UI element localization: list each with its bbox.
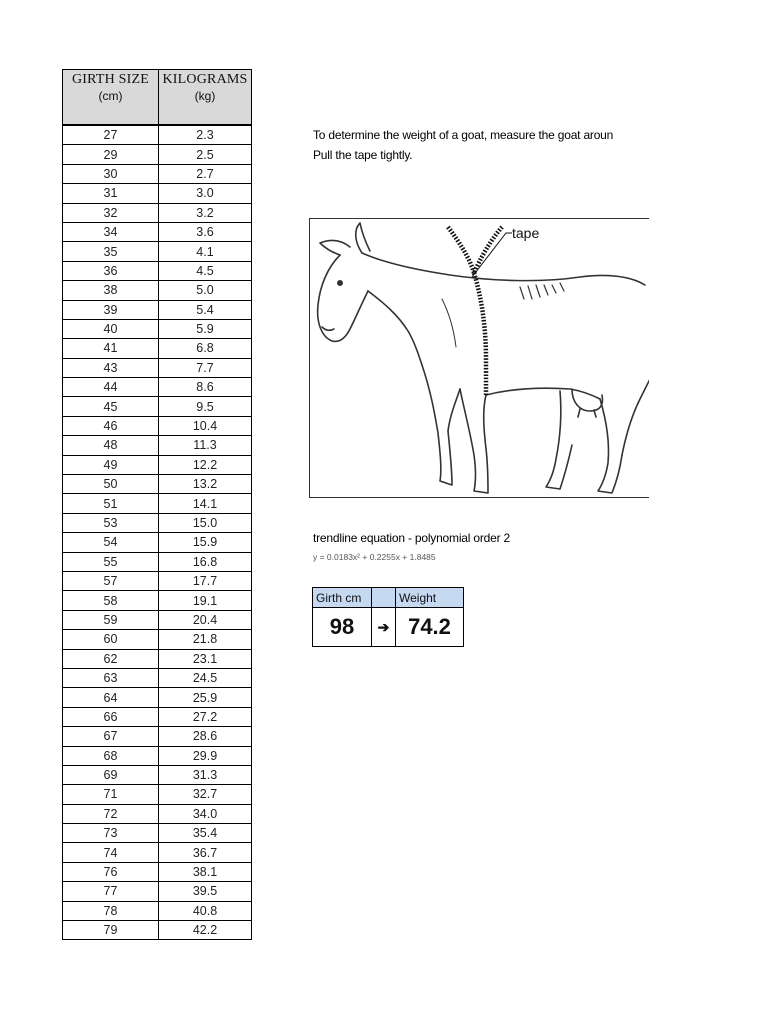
tape-icon: [448, 227, 502, 395]
kg-cell: 4.5: [159, 261, 252, 280]
kg-cell: 28.6: [159, 727, 252, 746]
instructions-text: [313, 125, 653, 165]
arrow-right-icon: ➔: [372, 608, 396, 647]
table-row: [63, 765, 252, 784]
table-row: [63, 630, 252, 649]
kg-cell: 38.1: [159, 862, 252, 881]
table-row: [63, 475, 252, 494]
tape-label: tape: [512, 225, 540, 241]
table-row: [63, 222, 252, 241]
weight-calculator: [312, 587, 464, 647]
kg-cell: 19.1: [159, 591, 252, 610]
table-row: [63, 319, 252, 338]
girth-cell: 54: [63, 533, 159, 552]
table-row: [63, 300, 252, 319]
calc-header-weight: Weight: [396, 588, 464, 608]
kg-cell: 5.9: [159, 319, 252, 338]
table-row: [63, 649, 252, 668]
calc-header-girth: Girth cm: [313, 588, 372, 608]
table-row: [63, 668, 252, 687]
table-row: [63, 591, 252, 610]
table-row: [63, 416, 252, 435]
kg-cell: 3.2: [159, 203, 252, 222]
kg-cell: 7.7: [159, 358, 252, 377]
trendline-title: trendline equation - polynomial order 2: [313, 531, 510, 545]
girth-cell: 55: [63, 552, 159, 571]
table-row: [63, 339, 252, 358]
girth-cell: 67: [63, 727, 159, 746]
table-row: [63, 746, 252, 765]
kg-cell: 27.2: [159, 707, 252, 726]
table-row: [63, 785, 252, 804]
kg-cell: 31.3: [159, 765, 252, 784]
kg-cell: 34.0: [159, 804, 252, 823]
table-row: [63, 843, 252, 862]
girth-cell: 59: [63, 610, 159, 629]
calc-value-row: [313, 608, 464, 647]
table-row: [63, 533, 252, 552]
header-kg-unit: (kg): [194, 89, 216, 103]
kg-cell: 14.1: [159, 494, 252, 513]
kg-cell: 36.7: [159, 843, 252, 862]
kg-cell: 29.9: [159, 746, 252, 765]
table-row: [63, 494, 252, 513]
girth-cell: 53: [63, 513, 159, 532]
kg-cell: 4.1: [159, 242, 252, 261]
table-row: [63, 242, 252, 261]
girth-cell: 31: [63, 184, 159, 203]
kg-cell: 39.5: [159, 882, 252, 901]
table-row: [63, 436, 252, 455]
table-header-row: [63, 70, 252, 126]
weight-result-cell: 74.2: [396, 608, 464, 647]
table-row: [63, 281, 252, 300]
header-kilograms: [159, 70, 252, 126]
table-row: [63, 125, 252, 145]
table-row: [63, 261, 252, 280]
girth-cell: 74: [63, 843, 159, 862]
kg-cell: 15.9: [159, 533, 252, 552]
girth-cell: 48: [63, 436, 159, 455]
table-row: [63, 145, 252, 164]
girth-weight-table: [62, 69, 252, 940]
kg-cell: 3.6: [159, 222, 252, 241]
table-row: [63, 552, 252, 571]
girth-cell: 49: [63, 455, 159, 474]
girth-cell: 32: [63, 203, 159, 222]
calc-header-spacer: [372, 588, 396, 608]
girth-cell: 30: [63, 164, 159, 183]
table-row: [63, 358, 252, 377]
girth-cell: 36: [63, 261, 159, 280]
table-row: [63, 455, 252, 474]
kg-cell: 10.4: [159, 416, 252, 435]
table-row: [63, 804, 252, 823]
goat-illustration: [309, 218, 649, 498]
table-row: [63, 610, 252, 629]
kg-cell: 12.2: [159, 455, 252, 474]
kg-cell: 25.9: [159, 688, 252, 707]
table-row: [63, 571, 252, 590]
girth-cell: 68: [63, 746, 159, 765]
table-row: [63, 164, 252, 183]
girth-cell: 34: [63, 222, 159, 241]
instructions-line-2: Pull the tape tightly.: [313, 148, 413, 162]
table-row: [63, 824, 252, 843]
girth-cell: 58: [63, 591, 159, 610]
table-row: [63, 882, 252, 901]
goat-drawing: [310, 219, 649, 498]
girth-cell: 78: [63, 901, 159, 920]
kg-cell: 9.5: [159, 397, 252, 416]
kg-cell: 42.2: [159, 921, 252, 940]
kg-cell: 15.0: [159, 513, 252, 532]
kg-cell: 40.8: [159, 901, 252, 920]
kg-cell: 24.5: [159, 668, 252, 687]
girth-cell: 51: [63, 494, 159, 513]
girth-cell: 64: [63, 688, 159, 707]
girth-cell: 39: [63, 300, 159, 319]
table-row: [63, 397, 252, 416]
girth-cell: 63: [63, 668, 159, 687]
calc-header-row: [313, 588, 464, 608]
kg-cell: 3.0: [159, 184, 252, 203]
girth-cell: 57: [63, 571, 159, 590]
girth-cell: 43: [63, 358, 159, 377]
table-row: [63, 727, 252, 746]
header-girth-label: GIRTH SIZE: [72, 72, 149, 87]
table-body: [63, 125, 252, 940]
girth-cell: 79: [63, 921, 159, 940]
kg-cell: 11.3: [159, 436, 252, 455]
kg-cell: 2.5: [159, 145, 252, 164]
girth-cell: 73: [63, 824, 159, 843]
table-row: [63, 862, 252, 881]
girth-cell: 29: [63, 145, 159, 164]
table-row: [63, 688, 252, 707]
table-row: [63, 184, 252, 203]
header-girth-unit: (cm): [98, 89, 123, 103]
header-kg-label: KILOGRAMS: [162, 72, 248, 87]
girth-input-cell[interactable]: 98: [313, 608, 372, 647]
girth-cell: 66: [63, 707, 159, 726]
girth-cell: 77: [63, 882, 159, 901]
header-girth-size: [63, 70, 159, 126]
girth-cell: 76: [63, 862, 159, 881]
table-row: [63, 513, 252, 532]
trendline-equation: y = 0.0183x² + 0.2255x + 1.8485: [313, 552, 436, 562]
kg-cell: 13.2: [159, 475, 252, 494]
kg-cell: 17.7: [159, 571, 252, 590]
girth-cell: 46: [63, 416, 159, 435]
table-row: [63, 378, 252, 397]
kg-cell: 2.7: [159, 164, 252, 183]
girth-cell: 41: [63, 339, 159, 358]
girth-cell: 69: [63, 765, 159, 784]
table-row: [63, 707, 252, 726]
table-row: [63, 921, 252, 940]
kg-cell: 8.6: [159, 378, 252, 397]
girth-cell: 50: [63, 475, 159, 494]
kg-cell: 23.1: [159, 649, 252, 668]
girth-cell: 35: [63, 242, 159, 261]
girth-cell: 27: [63, 125, 159, 145]
girth-cell: 40: [63, 319, 159, 338]
kg-cell: 16.8: [159, 552, 252, 571]
kg-cell: 32.7: [159, 785, 252, 804]
girth-cell: 60: [63, 630, 159, 649]
kg-cell: 35.4: [159, 824, 252, 843]
girth-cell: 38: [63, 281, 159, 300]
girth-cell: 71: [63, 785, 159, 804]
girth-cell: 72: [63, 804, 159, 823]
kg-cell: 5.0: [159, 281, 252, 300]
instructions-line-1: To determine the weight of a goat, measure the goat aroun: [313, 128, 614, 142]
girth-cell: 62: [63, 649, 159, 668]
girth-cell: 45: [63, 397, 159, 416]
kg-cell: 21.8: [159, 630, 252, 649]
kg-cell: 2.3: [159, 125, 252, 145]
table-row: [63, 203, 252, 222]
kg-cell: 6.8: [159, 339, 252, 358]
table-row: [63, 901, 252, 920]
kg-cell: 20.4: [159, 610, 252, 629]
kg-cell: 5.4: [159, 300, 252, 319]
girth-cell: 44: [63, 378, 159, 397]
